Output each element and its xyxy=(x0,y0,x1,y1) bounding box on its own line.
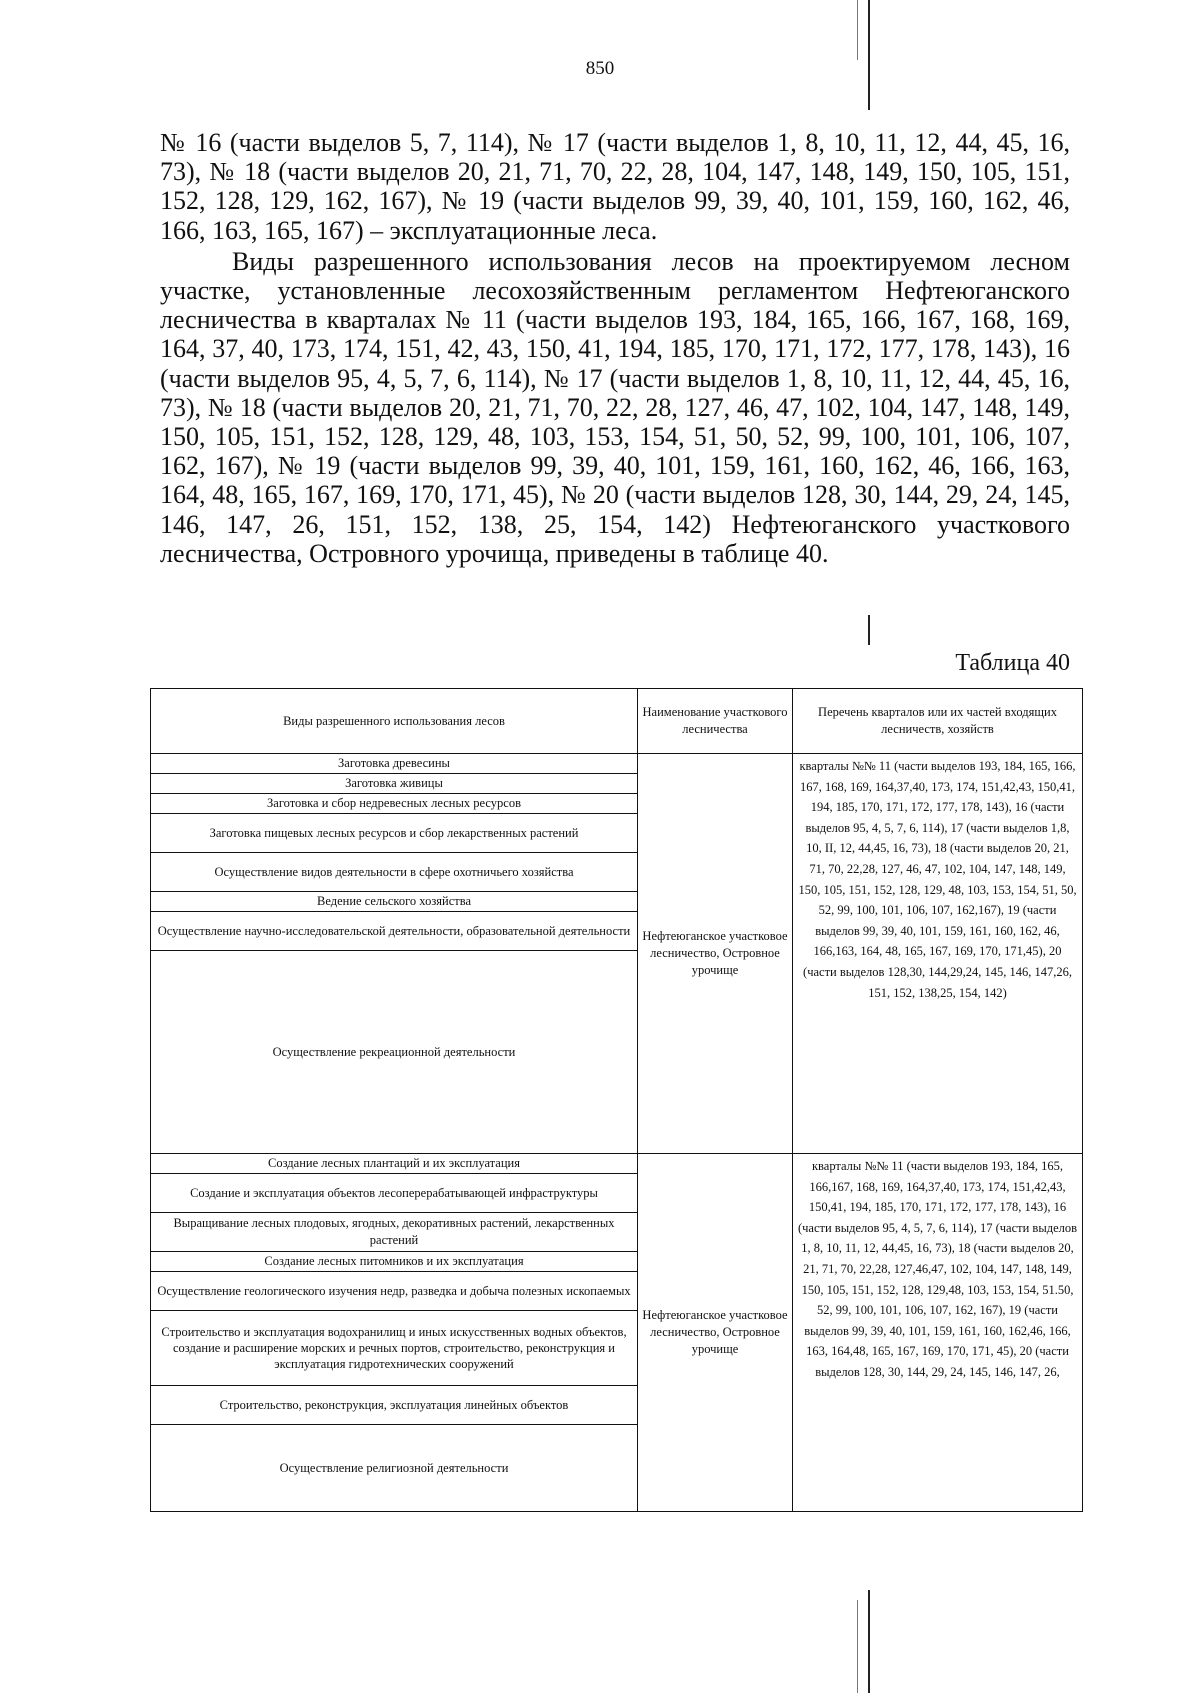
use-type-cell: Выращивание лесных плодовых, ягодных, декоративных растений, лекарственных растений xyxy=(151,1213,638,1252)
use-type-cell: Осуществление видов деятельности в сфере охотничьего хозяйства xyxy=(151,853,638,892)
use-type-cell: Осуществление рекреационной деятельности xyxy=(151,951,638,1154)
forestry-cell: Нефтеюганское участковое лесничество, Островное урочище xyxy=(638,1154,793,1512)
scan-artifact-line xyxy=(857,0,858,60)
use-type-cell: Заготовка живицы xyxy=(151,774,638,794)
use-type-cell: Создание лесных питомников и их эксплуатация xyxy=(151,1252,638,1272)
scan-artifact-line xyxy=(868,0,870,110)
table-row xyxy=(151,1154,1083,1174)
forest-use-table xyxy=(150,688,1083,1512)
table-caption: Таблица 40 xyxy=(955,650,1070,676)
table-header-row xyxy=(151,689,1083,754)
use-type-cell: Заготовка пищевых лесных ресурсов и сбор лекарственных растений xyxy=(151,814,638,853)
header-forestry: Наименование участкового лесничества xyxy=(638,689,793,754)
use-type-cell: Создание лесных плантаций и их эксплуатация xyxy=(151,1154,638,1174)
quarters-cell: кварталы №№ 11 (части выделов 193, 184, 165, 166, 167, 168, 169, 164,37,40, 173, 174, 151,42,43, 150,41, 194, 185, 170, 171, 172, 177, 178, 143), 16 (части выделов 95, 4, 5, 7, 6, 114), 17 (части выделов 1,8, 10, II, 12, 44,45, 16, 73), 18 (части выделов 20, 21, 71, 70, 22,28, 127, 46, 47, 102, 104, 147, 148, 149, 150, 105, 151, 152, 128, 129, 48, 103, 153, 154, 51, 50, 52, 99, 100, 101, 106, 107, 162,167), 19 (части выделов 99, 39, 40, 101, 159, 161, 160, 162, 46, 166,163, 164, 48, 165, 167, 169, 170, 171,45), 20 (части выделов 128,30, 144,29,24, 145, 146, 147,26, 151, 152, 138,25, 154, 142) xyxy=(793,754,1083,1154)
table-row xyxy=(151,754,1083,774)
use-type-cell: Ведение сельского хозяйства xyxy=(151,892,638,912)
use-type-cell: Осуществление научно-исследовательской деятельности, образовательной деятельности xyxy=(151,912,638,951)
quarters-cell: кварталы №№ 11 (части выделов 193, 184, 165, 166,167, 168, 169, 164,37,40, 173, 174, 151,42,43, 150,41, 194, 185, 170, 171, 172, 177, 178, 143), 16 (части выделов 95, 4, 5, 7, 6, 114), 17 (части выделов 1, 8, 10, 11, 12, 44,45, 16, 73), 18 (части выделов 20, 21, 71, 70, 22,28, 127,46,47, 102, 104, 147, 148, 149, 150, 105, 151, 152, 128, 129,48, 103, 153, 154, 51.50, 52, 99, 100, 101, 106, 107, 162, 167), 19 (части выделов 99, 39, 40, 101, 159, 161, 160, 162,46, 166, 163, 164,48, 165, 167, 169, 170, 171, 45), 20 (части выделов 128, 30, 144, 29, 24, 145, 146, 147, 26, xyxy=(793,1154,1083,1512)
body-text xyxy=(160,128,1070,568)
use-type-cell: Заготовка и сбор недревесных лесных ресурсов xyxy=(151,794,638,814)
forestry-cell: Нефтеюганское участковое лесничество, Островное урочище xyxy=(638,754,793,1154)
scan-artifact-line xyxy=(868,615,870,645)
use-type-cell: Строительство и эксплуатация водохранилищ и иных искусственных водных объектов, создание и расширение морских и речных портов, строительство, реконструкция и эксплуатация гидротехнических сооружений xyxy=(151,1311,638,1386)
scan-artifact-line xyxy=(857,1600,858,1693)
header-use-types: Виды разрешенного использования лесов xyxy=(151,689,638,754)
use-type-cell: Создание и эксплуатация объектов лесоперерабатывающей инфраструктуры xyxy=(151,1174,638,1213)
page-number: 850 xyxy=(585,58,615,79)
scan-artifact-line xyxy=(868,1590,870,1693)
use-type-cell: Заготовка древесины xyxy=(151,754,638,774)
use-type-cell: Осуществление геологического изучения недр, разведка и добыча полезных ископаемых xyxy=(151,1272,638,1311)
use-type-cell: Осуществление религиозной деятельности xyxy=(151,1425,638,1512)
paragraph-1: № 16 (части выделов 5, 7, 114), № 17 (части выделов 1, 8, 10, 11, 12, 44, 45, 16, 73), № 18 (части выделов 20, 21, 71, 70, 22, 28, 104, 147, 148, 149, 150, 105, 151, 152, 128, 129, 162, 167), № 19 (части выделов 99, 39, 40, 101, 159, 160, 162, 46, 166, 163, 165, 167) – эксплуатационные леса. xyxy=(160,128,1070,245)
header-quarters: Перечень кварталов или их частей входящих лесничеств, хозяйств xyxy=(793,689,1083,754)
paragraph-2: Виды разрешенного использования лесов на проектируемом лесном участке, установленные лесохозяйственным регламентом Нефтеюганского лесничества в кварталах № 11 (части выделов 193, 184, 165, 166, 167, 168, 169, 164, 37, 40, 173, 174, 151, 42, 43, 150, 41, 194, 185, 170, 171, 172, 177, 178, 143), 16 (части выделов 95, 4, 5, 7, 6, 114), № 17 (части выделов 1, 8, 10, 11, 12, 44, 45, 16, 73), № 18 (части выделов 20, 21, 71, 70, 22, 28, 127, 46, 47, 102, 104, 147, 148, 149, 150, 105, 151, 152, 128, 129, 48, 103, 153, 154, 51, 50, 52, 99, 100, 101, 106, 107, 162, 167), № 19 (части выделов 99, 39, 40, 101, 159, 161, 160, 162, 46, 166, 163, 164, 48, 165, 167, 169, 170, 171, 45), № 20 (части выделов 128, 30, 144, 29, 24, 145, 146, 147, 26, 151, 152, 138, 25, 154, 142) Нефтеюганского участкового лесничества, Островного урочища, приведены в таблице 40. xyxy=(160,246,1070,568)
use-type-cell: Строительство, реконструкция, эксплуатация линейных объектов xyxy=(151,1386,638,1425)
